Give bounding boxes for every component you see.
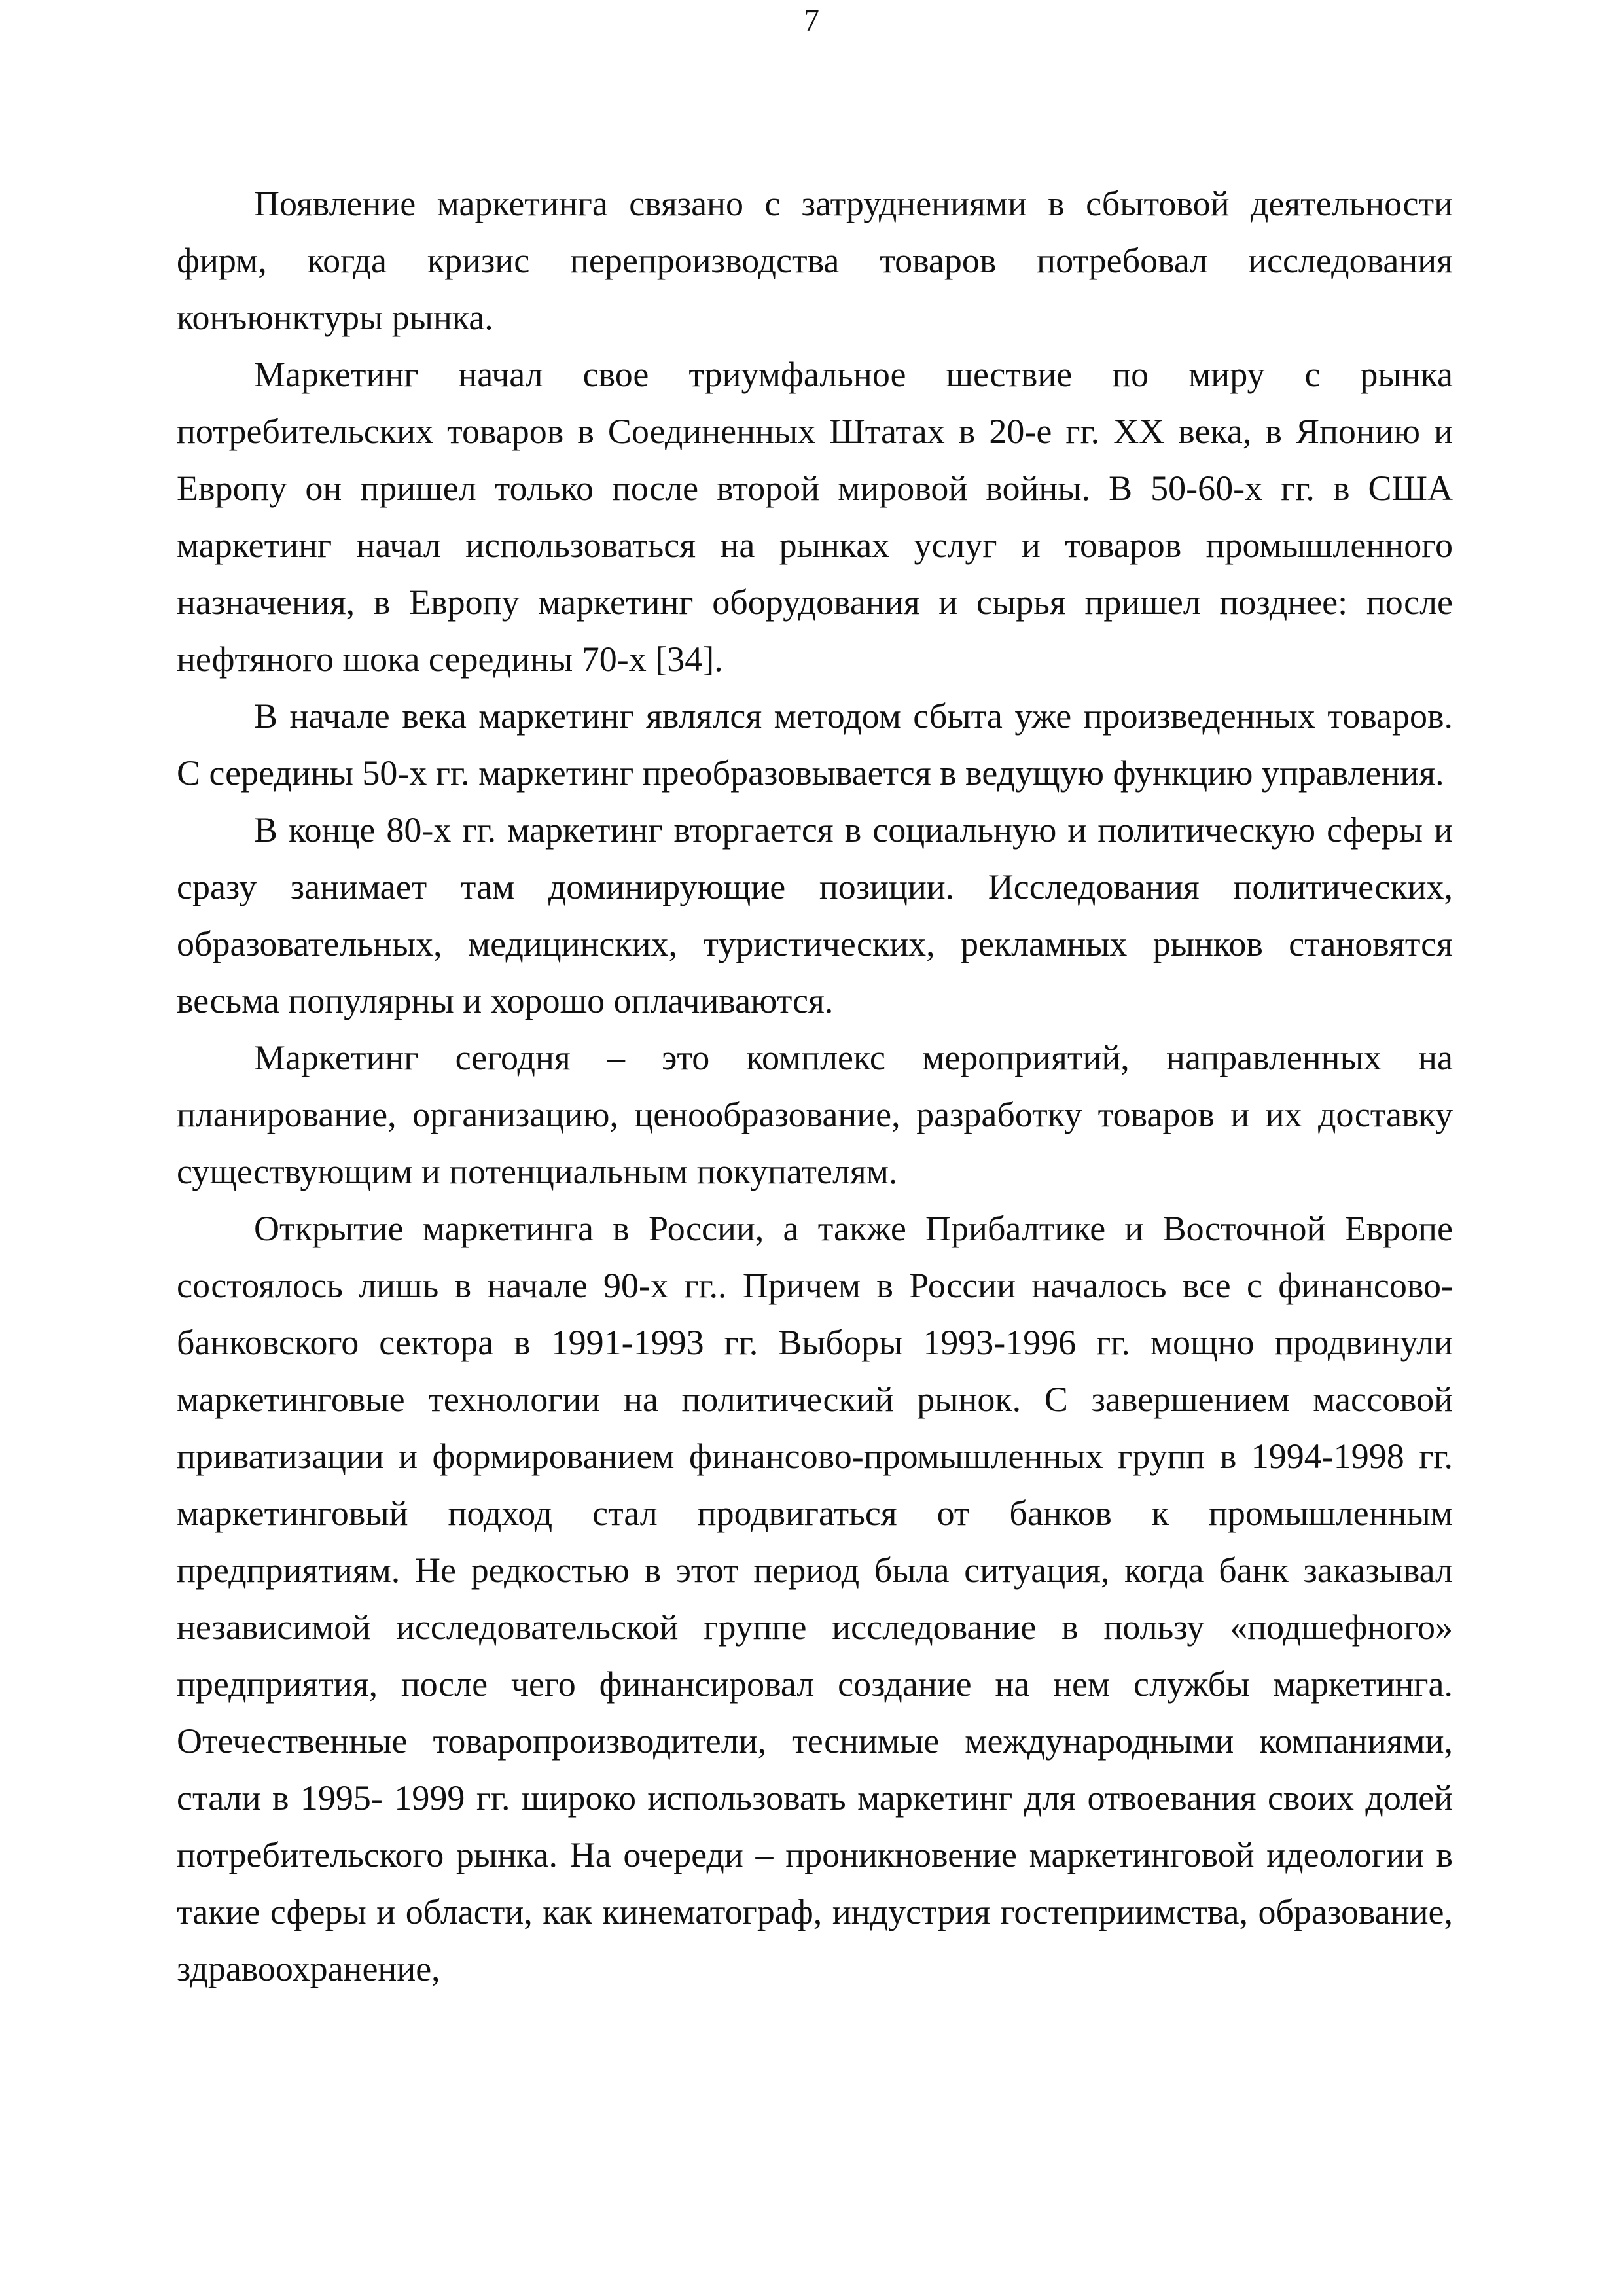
page-number: 7 — [804, 3, 819, 38]
paragraph-marketing-origin: Появление маркетинга связано с затруднениями в сбытовой деятельности фирм, когда кризис перепроизводства товаров потребовал исследования конъюнктуры рынка. — [177, 184, 1453, 337]
paragraph-marketing-history: Маркетинг начал свое триумфальное шествие по миру с рынка потребительских товаров в Соединенных Штатах в 20-е гг. XX века, в Японию и Европу он пришел только после второй мировой войны. В 50-60-х гг. в США маркетинг начал использоваться на рынках услуг и товаров промышленного назначения, в Европу маркетинг оборудования и сырья пришел позднее: после нефтяного шока середины 70-х [34]. — [177, 355, 1453, 679]
paragraph-late-80s: В конце 80-х гг. маркетинг вторгается в социальную и политическую сферы и сразу занимает там доминирующие позиции. Исследования политических, образовательных, медицинских, туристических, рекламных рынков становятся весьма популярны и хорошо оплачиваются. — [177, 810, 1453, 1020]
document-body — [177, 175, 1453, 1998]
paragraph-early-century: В начале века маркетинг являлся методом сбыта уже произведенных товаров. С середины 50-х гг. маркетинг преобразовывается в ведущую функцию управления. — [177, 696, 1453, 793]
paragraph-marketing-in-russia: Открытие маркетинга в России, а также Прибалтике и Восточной Европе состоялось лишь в начале 90-х гг.. Причем в России началось все с финансово-банковского сектора в 1991-1993 гг. Выборы 1993-1996 гг. мощно продвинули маркетинговые технологии на политический рынок. С завершением массовой приватизации и формированием финансово-промышленных групп в 1994-1998 гг. маркетинговый подход стал продвигаться от банков к промышленным предприятиям. Не редкостью в этот период была ситуация, когда банк заказывал независимой исследовательской группе исследование в пользу «подшефного» предприятия, после чего финансировал создание на нем службы маркетинга. Отечественные товаропроизводители, теснимые международными компаниями, стали в 1995- 1999 гг. широко использовать маркетинг для отвоевания своих долей потребительского рынка. На очереди – проникновение маркетинговой идеологии в такие сферы и области, как кинематограф, индустрия гостеприимства, образование, здравоохранение, — [177, 1209, 1453, 1988]
paragraph-marketing-today: Маркетинг сегодня – это комплекс мероприятий, направленных на планирование, организацию, ценообразование, разработку товаров и их доставку существующим и потенциальным покупателям. — [177, 1038, 1453, 1191]
